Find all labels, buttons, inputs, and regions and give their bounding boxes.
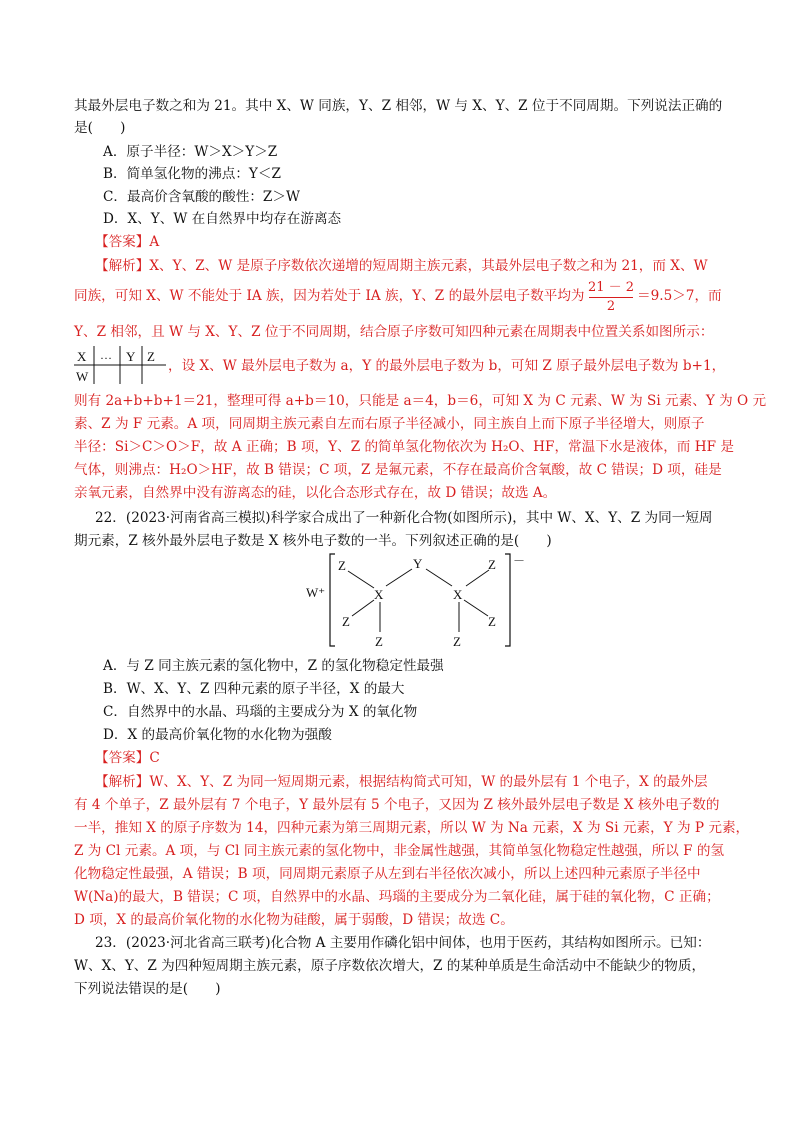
bond-y-right-x	[426, 569, 452, 586]
q21-answer: 【答案】A	[95, 234, 160, 250]
q21-option-d: D．X、Y、W 在自然界中均存在游离态	[103, 211, 342, 227]
q22-analysis-line4: Z 为 Cl 元素。A 项，与 Cl 同主族元素的氢化物中，非金属性越强，其简单氢化物稳定性越强，所以 F 的氢	[74, 843, 725, 859]
fraction-denominator: 2	[606, 299, 616, 314]
q22-option-b: B．W、X、Y、Z 四种元素的原子半径，X 的最大	[103, 681, 405, 697]
fraction-numerator: 21 － 2	[587, 280, 635, 295]
w-cation-label: W⁺	[306, 585, 326, 600]
table-cell-y: Y	[126, 349, 136, 364]
atom-z: Z	[342, 614, 350, 629]
q23-stem-line2: W、X、Y、Z 为四种短周期主族元素，原子序数依次增大，Z 的某种单质是生命活动中不能缺少的物质，	[74, 958, 706, 974]
q22-analysis-line7: D 项，X 的最高价氧化物的水化物为硅酸，属于弱酸，D 错误；故选 C。	[74, 912, 514, 928]
right-bracket	[505, 554, 510, 646]
bond-right-z-lower-right	[464, 600, 488, 616]
q22-analysis-line1: 【解析】W、X、Y、Z 为同一短周期元素，根据结构简式可知，W 的最外层有 1 个电子，X 的最外层	[95, 774, 708, 790]
atom-z: Z	[488, 614, 496, 629]
q21-analysis-line4: ，设 X、W 最外层电子数为 a，Y 的最外层电子数为 b，可知 Z 原子最外层电子数为 b+1，	[168, 358, 726, 374]
atom-z: Z	[453, 634, 461, 649]
fraction-bar	[589, 297, 633, 298]
table-cell-z: Z	[147, 349, 155, 364]
q23-stem-line1: 23．(2023·河北省高三联考)化合物 A 主要用作磷化铝中间体，也用于医药，其结构如图所示。已知：	[95, 935, 711, 951]
q21-analysis-line1: 【解析】X、Y、Z、W 是原子序数依次递增的短周期主族元素，其最外层电子数之和为 21，而 X、W	[95, 258, 708, 274]
atom-y: Y	[413, 556, 423, 571]
bond-left-z-top	[348, 571, 374, 588]
table-cell-dots: …	[100, 348, 112, 362]
average-fraction	[587, 280, 635, 315]
q21-analysis-line2-post: ＝9.5＞7，而	[637, 288, 722, 304]
q21-option-c: C．最高价含氧酸的酸性：Z＞W	[103, 189, 300, 205]
q22-stem-line1: 22．(2023·河南省高三模拟)科学家合成出了一种新化合物(如图所示)，其中 W、X、Y、Z 为同一短周	[95, 510, 713, 526]
q21-analysis-line8: 气体，则沸点：H₂O＞HF，故 B 错误；C 项，Z 是氟元素，不存在最高价含氧酸，故 C 错误；D 项，硅是	[74, 462, 722, 478]
q21-analysis-line2-pre: 同族，可知 X、W 不能处于 IA 族，因为若处于 IA 族，Y、Z 的最外层电子数平均为	[74, 288, 585, 304]
q22-analysis-line5: 化物稳定性最强，A 错误；B 项，同周期元素原子从左到右半径依次减小，所以上述四种元素原子半径中	[74, 866, 701, 882]
q21-stem-line1: 其最外层电子数之和为 21。其中 X、W 同族，Y、Z 相邻，W 与 X、Y、Z 位于不同周期。下列说法正确的	[74, 98, 723, 114]
q21-analysis-line6: 素、Z 为 F 元素。A 项，同周期主族元素自左而右原子半径减小，同主族自上而下原子半径增大，则原子	[74, 416, 705, 432]
q22-analysis-line6: W(Na)的最大，B 错误；C 项，自然界中的水晶、玛瑙的主要成分为二氧化硅，属于硅的氧化物，C 正确；	[74, 889, 720, 905]
q22-option-a: A．与 Z 同主族元素的氢化物中，Z 的氢化物稳定性最强	[103, 658, 444, 674]
left-bracket	[330, 554, 335, 646]
q21-option-b: B．简单氢化物的沸点：Y＜Z	[103, 166, 281, 182]
bond-left-x-y	[386, 569, 412, 586]
bond-right-z-top	[466, 570, 489, 586]
q21-stem-line2: 是( )	[74, 120, 126, 136]
anion-charge-label: －	[513, 554, 526, 568]
q21-option-a: A．原子半径：W＞X＞Y＞Z	[103, 144, 278, 160]
atom-x-left: X	[374, 587, 384, 602]
q22-analysis-line2: 有 4 个单子，Z 最外层有 7 个电子，Y 最外层有 5 个电子，又因为 Z 核外最外层电子数是 X 核外电子数的	[74, 797, 720, 813]
q22-option-d: D．X 的最高价氧化物的水化物为强酸	[103, 727, 332, 743]
q22-answer: 【答案】C	[95, 750, 160, 766]
q21-analysis-line9: 亲氧元素，自然界中没有游离态的硅，以化合态形式存在，故 D 错误；故选 A。	[74, 485, 557, 501]
table-cell-x: X	[77, 349, 87, 364]
atom-z: Z	[488, 557, 496, 572]
atom-x-right: X	[453, 587, 463, 602]
q21-analysis-line5: 则有 2a+b+b+1＝21，整理可得 a+b＝10，只能是 a＝4，b＝6，可知 X 为 C 元素、W 为 Si 元素、Y 为 O 元	[74, 393, 767, 409]
q23-stem-line3: 下列说法错误的是( )	[74, 981, 221, 997]
atom-z: Z	[375, 634, 383, 649]
q22-option-c: C．自然界中的水晶、玛瑙的主要成分为 X 的氧化物	[103, 704, 418, 720]
compound-structure-diagram	[300, 548, 530, 652]
q22-stem-line2: 期元素，Z 核外最外层电子数是 X 核外电子数的一半。下列叙述正确的是( )	[74, 533, 552, 549]
q21-analysis-line7: 半径：Si＞C＞O＞F，故 A 正确；B 项，Y、Z 的简单氢化物依次为 H₂O、HF，常温下水是液体，而 HF 是	[74, 439, 734, 455]
atom-z: Z	[338, 558, 346, 573]
periodic-position-table	[72, 344, 170, 386]
bond-left-z-lower-left	[352, 600, 374, 616]
q21-analysis-line3: Y、Z 相邻，且 W 与 X、Y、Z 位于不同周期，结合原子序数可知四种元素在周期表中位置关系如图所示：	[74, 324, 714, 340]
table-cell-w: W	[76, 369, 89, 384]
q22-analysis-line3: 一半，推知 X 的原子序数为 14，四种元素为第三周期元素，所以 W 为 Na 元素，X 为 Si 元素，Y 为 P 元素，	[74, 820, 750, 836]
